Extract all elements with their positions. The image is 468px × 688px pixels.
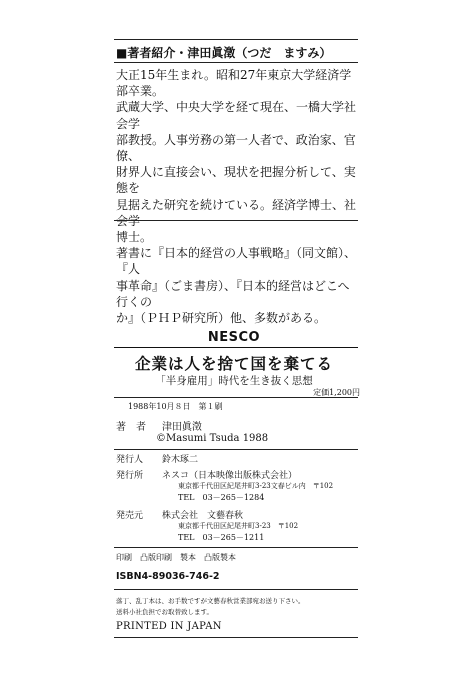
copyright-rule: [114, 449, 358, 450]
bio-line: 博士。: [116, 230, 153, 245]
book-subtitle: 「半身雇用」時代を生き抜く思想: [155, 375, 313, 387]
publisher-person-row: [116, 452, 198, 465]
distributor-value: 株式会社 文藝春秋: [162, 511, 244, 521]
distributor-address: 東京都千代田区紀尾井町3-23 〒102: [178, 522, 299, 530]
publisher-label: 発行所: [116, 471, 144, 481]
bio-line: 武蔵大学、中央大学を経て現在、一橋大学社会学: [116, 100, 357, 131]
isbn: ISBN4-89036-746-2: [116, 571, 220, 582]
printing-info: 印刷 凸版印刷 製本 凸版製本: [116, 553, 236, 562]
bio-line: か』（ＰＨＰ研究所）他、多数がある。: [116, 311, 327, 326]
bio-line: 部教授。人事労務の第一人者で、政治家、官僚、: [116, 132, 356, 164]
bio-line: 見据えた研究を続けている。経済学博士、社会学: [116, 197, 357, 228]
author-label: 著 者: [116, 422, 146, 433]
price-rule: [114, 397, 358, 398]
author-intro-heading: ■著者紹介・津田眞澂（つだ ますみ）: [116, 46, 332, 60]
distributor-label: 発売元: [116, 511, 144, 521]
author-bio: [116, 67, 360, 326]
publisher-address: 東京都千代田区紀尾井町3-23文春ビル内 〒102: [178, 482, 334, 490]
author-row: [116, 418, 202, 433]
distributor-tel: TEL 03－265－1211: [178, 533, 265, 542]
note-line: 送料小社負担でお取替致します。: [116, 608, 213, 616]
author-value: 津田眞澂: [162, 422, 202, 433]
copyright: ©Masumi Tsuda 1988: [156, 433, 269, 444]
series-name: NESCO: [207, 330, 261, 345]
isbn-rule: [114, 589, 358, 590]
distributor-row: [116, 508, 243, 521]
bio-bottom-rule: [114, 220, 358, 221]
title-top-rule: [114, 347, 358, 348]
print-date: 1988年10月８日 第１刷: [128, 402, 223, 411]
book-title: 企業は人を捨て国を棄てる: [134, 355, 333, 373]
printed-in-japan: PRINTED IN JAPAN: [116, 621, 222, 632]
bio-line: 大正15年生まれ。昭和27年東京大学経済学部卒業。: [116, 68, 352, 99]
bottom-rule: [114, 637, 358, 638]
top-rule: [114, 39, 358, 40]
distributor-rule: [114, 547, 358, 548]
note-line: 落丁、乱丁本は、お手数ですが文藝春秋営業部宛お送り下さい。: [116, 597, 305, 605]
price: 定価1,200円: [313, 388, 360, 397]
publisher-person-label: 発行人: [116, 455, 144, 465]
publisher-person-value: 鈴木琢二: [162, 455, 199, 465]
bio-line: 事革命』（ごま書房）、『日本的経営はどこへ行くの: [116, 278, 350, 309]
publisher-tel: TEL 03－265－1284: [178, 493, 265, 502]
heading-rule: [114, 62, 358, 63]
bio-line: 財界人に直接会い、現状を把握分析して、実態を: [116, 165, 356, 196]
publisher-row: [116, 468, 297, 481]
publisher-value: ネスコ（日本映像出版株式会社）: [162, 471, 298, 481]
bio-line: 著書に『日本的経営の人事戦略』（同文館）、『人: [116, 246, 357, 277]
